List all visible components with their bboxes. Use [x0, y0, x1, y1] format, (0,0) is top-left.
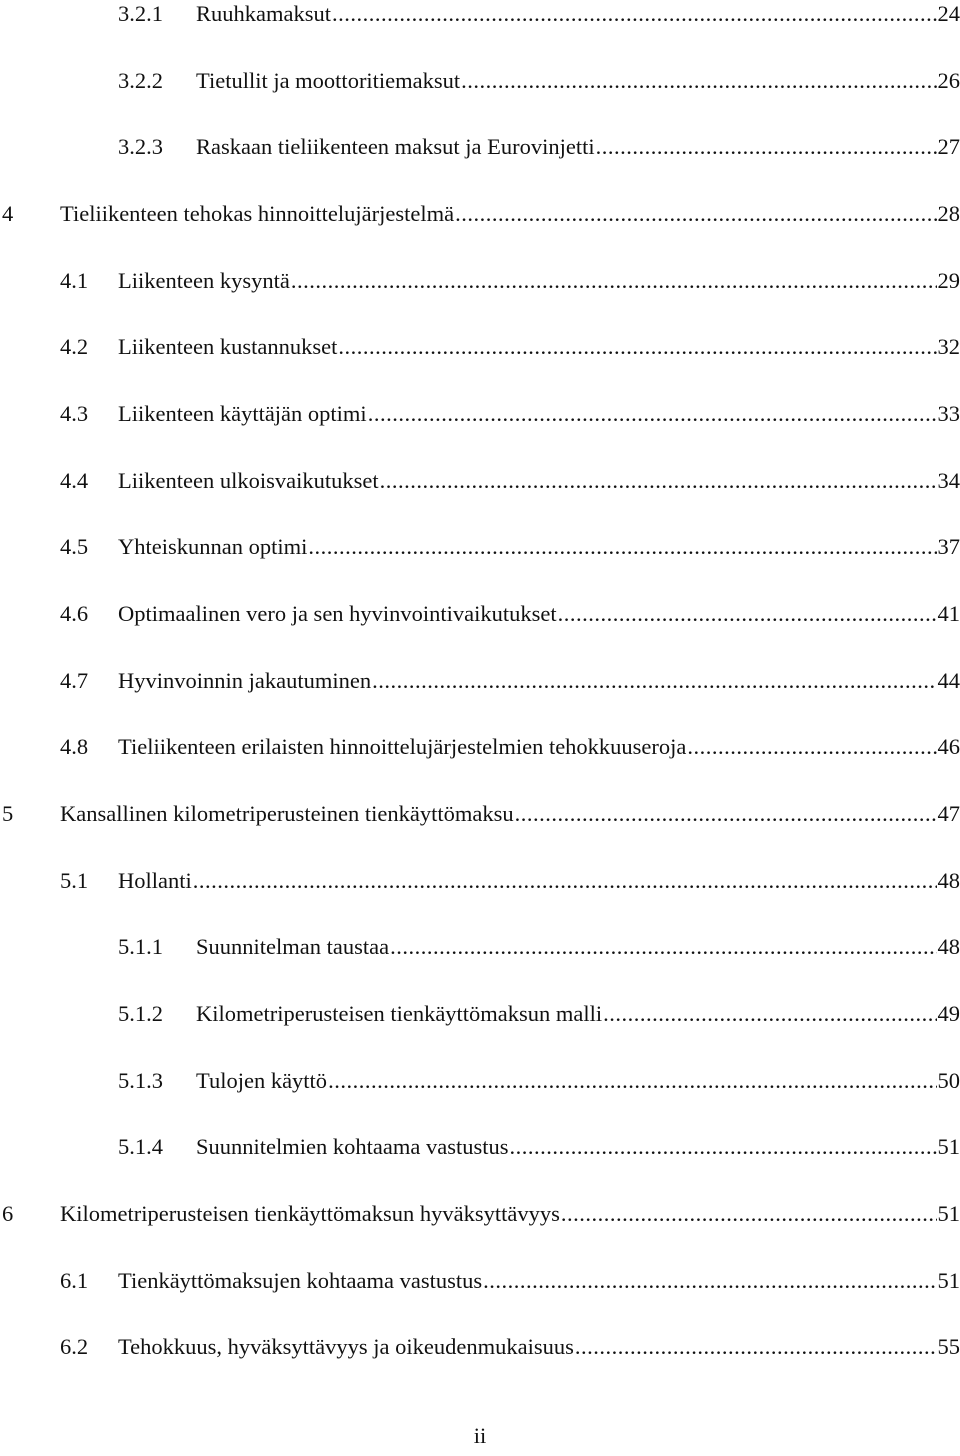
toc-entry[interactable]: [0, 727, 960, 767]
toc-entry-title: Tieliikenteen erilaisten hinnoittelujärjestelmien tehokkuuseroja: [118, 727, 686, 767]
dot-leader: [515, 794, 937, 834]
dot-leader: [372, 661, 936, 701]
toc-entry-number: 4: [2, 194, 13, 234]
toc-entry[interactable]: [0, 461, 960, 501]
toc-entry[interactable]: [0, 61, 960, 101]
toc-entry-page: 26: [938, 61, 960, 101]
dot-leader: [455, 194, 936, 234]
toc-entry-title: Liikenteen käyttäjän optimi: [118, 394, 367, 434]
toc-entry-number: 5.1: [60, 861, 88, 901]
toc-entry-page: 55: [938, 1327, 960, 1367]
toc-entry-title: Ruuhkamaksut: [196, 0, 331, 34]
toc-entry-page: 33: [938, 394, 960, 434]
toc-entry[interactable]: [0, 927, 960, 967]
toc-entry[interactable]: [0, 194, 960, 234]
toc-entry-page: 24: [938, 0, 960, 34]
toc-entry[interactable]: [0, 127, 960, 167]
toc-entry-title: Suunnitelmien kohtaama vastustus: [196, 1127, 508, 1167]
toc-entry[interactable]: [0, 1127, 960, 1167]
toc-entry[interactable]: [0, 1061, 960, 1101]
dot-leader: [687, 727, 936, 767]
toc-entry-title: Tienkäyttömaksujen kohtaama vastustus: [118, 1261, 482, 1301]
toc-entry-page: 51: [938, 1127, 960, 1167]
toc-entry[interactable]: [0, 994, 960, 1034]
toc-entry-number: 5.1.1: [118, 927, 163, 967]
dot-leader: [603, 994, 936, 1034]
toc-entry-page: 47: [938, 794, 960, 834]
dot-leader: [483, 1261, 936, 1301]
toc-entry-number: 5.1.2: [118, 994, 163, 1034]
toc-entry-page: 49: [938, 994, 960, 1034]
toc-entry-page: 46: [938, 727, 960, 767]
dot-leader: [193, 861, 937, 901]
toc-entry-number: 5: [2, 794, 13, 834]
toc-entry-page: 44: [938, 661, 960, 701]
toc-entry-number: 4.4: [60, 461, 88, 501]
toc-entry-number: 4.1: [60, 261, 88, 301]
toc-entry-number: 5.1.3: [118, 1061, 163, 1101]
toc-entry-number: 4.2: [60, 327, 88, 367]
page-number: ii: [0, 1416, 960, 1456]
dot-leader: [380, 461, 937, 501]
toc-entry-page: 51: [938, 1194, 960, 1234]
toc-entry-page: 51: [938, 1261, 960, 1301]
toc-entry-number: 3.2.1: [118, 0, 163, 34]
toc-entry[interactable]: [0, 661, 960, 701]
dot-leader: [308, 527, 936, 567]
dot-leader: [390, 927, 936, 967]
dot-leader: [338, 327, 936, 367]
dot-leader: [561, 1194, 937, 1234]
toc-entry[interactable]: [0, 861, 960, 901]
toc-entry-title: Yhteiskunnan optimi: [118, 527, 307, 567]
toc-entry[interactable]: [0, 327, 960, 367]
toc-entry-page: 48: [938, 927, 960, 967]
toc-entry-title: Optimaalinen vero ja sen hyvinvointivaikutukset: [118, 594, 557, 634]
toc-entry[interactable]: [0, 1327, 960, 1367]
toc-entry[interactable]: [0, 527, 960, 567]
toc-entry-number: 5.1.4: [118, 1127, 163, 1167]
toc-entry-title: Hyvinvoinnin jakautuminen: [118, 661, 371, 701]
toc-entry[interactable]: [0, 1261, 960, 1301]
toc-entry-number: 4.8: [60, 727, 88, 767]
toc-entry-page: 34: [938, 461, 960, 501]
toc-entry-title: Liikenteen ulkoisvaikutukset: [118, 461, 379, 501]
toc-entry[interactable]: [0, 594, 960, 634]
toc-entry-title: Tehokkuus, hyväksyttävyys ja oikeudenmukaisuus: [118, 1327, 574, 1367]
toc-entry-page: 32: [938, 327, 960, 367]
toc-entry-title: Tulojen käyttö: [196, 1061, 327, 1101]
toc-entry-title: Kilometriperusteisen tienkäyttömaksun malli: [196, 994, 602, 1034]
toc-entry-page: 29: [938, 261, 960, 301]
toc-entry[interactable]: [0, 1194, 960, 1234]
toc-entry-title: Suunnitelman taustaa: [196, 927, 389, 967]
toc-entry-number: 4.6: [60, 594, 88, 634]
toc-entry-title: Tieliikenteen tehokas hinnoittelujärjestelmä: [60, 194, 454, 234]
toc-entry-number: 4.5: [60, 527, 88, 567]
toc-entry-title: Kilometriperusteisen tienkäyttömaksun hyväksyttävyys: [60, 1194, 560, 1234]
dot-leader: [368, 394, 937, 434]
toc-entry-title: Tietullit ja moottoritiemaksut: [196, 61, 460, 101]
toc-entry-number: 4.3: [60, 394, 88, 434]
dot-leader: [509, 1127, 936, 1167]
toc-entry-number: 6.1: [60, 1261, 88, 1301]
toc-entry-number: 6: [2, 1194, 13, 1234]
toc-entry-title: Liikenteen kustannukset: [118, 327, 337, 367]
dot-leader: [291, 261, 937, 301]
toc-entry-title: Raskaan tieliikenteen maksut ja Eurovinjetti: [196, 127, 595, 167]
toc-entry[interactable]: [0, 0, 960, 34]
toc-entry-page: 28: [938, 194, 960, 234]
toc-entry[interactable]: [0, 794, 960, 834]
toc-entry-number: 6.2: [60, 1327, 88, 1367]
dot-leader: [558, 594, 937, 634]
dot-leader: [461, 61, 936, 101]
dot-leader: [332, 0, 937, 34]
dot-leader: [575, 1327, 937, 1367]
toc-entry-number: 4.7: [60, 661, 88, 701]
toc-entry-number: 3.2.3: [118, 127, 163, 167]
toc-entry[interactable]: [0, 394, 960, 434]
toc-entry-page: 50: [938, 1061, 960, 1101]
toc-entry-page: 48: [938, 861, 960, 901]
toc-entry-page: 27: [938, 127, 960, 167]
toc-entry-title: Liikenteen kysyntä: [118, 261, 290, 301]
toc-entry-title: Kansallinen kilometriperusteinen tienkäyttömaksu: [60, 794, 514, 834]
toc-entry-page: 41: [938, 594, 960, 634]
dot-leader: [328, 1061, 936, 1101]
toc-entry-number: 3.2.2: [118, 61, 163, 101]
dot-leader: [596, 127, 937, 167]
toc-entry-title: Hollanti: [118, 861, 192, 901]
toc-entry-page: 37: [938, 527, 960, 567]
toc-entry[interactable]: [0, 261, 960, 301]
